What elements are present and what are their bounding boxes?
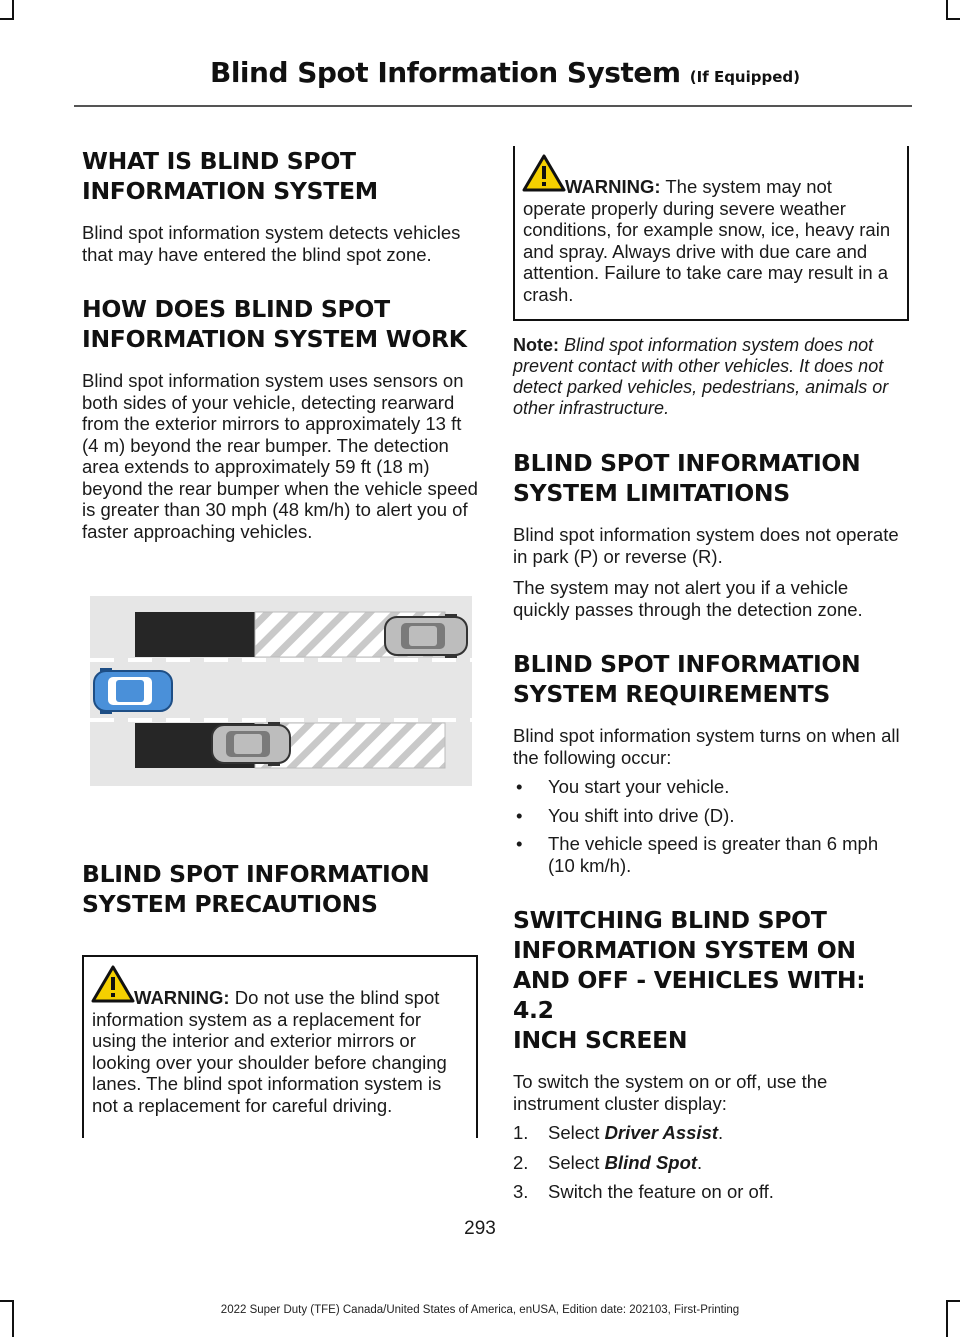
footer-edition-text: 2022 Super Duty (TFE) Canada/United States of America, enUSA, Edition date: 202103, First-Printing [220, 1304, 740, 1316]
paragraph-limitations-2: The system may not alert you if a vehicle quickly passes through the detection zone. [513, 577, 863, 620]
paragraph-how-works: Blind spot information system uses sensors on both sides of your vehicle, detecting rearward from the exterior mirrors to approximately 13 ft (4 m) beyond the rear bumper. The detection area extends to approximately 59 ft (18 m) beyond the rear bumper when the vehicle speed is greater than 30 mph (48 km/h) to alert you of faster approaching vehicles. [82, 370, 478, 542]
list-item: • You start your vehicle. [516, 776, 730, 797]
paragraph-requirements: Blind spot information system turns on when all the following occur: [513, 725, 900, 768]
crop-mark [946, 1300, 960, 1302]
paragraph-switching: To switch the system on or off, use the instrument cluster display: [513, 1071, 828, 1114]
section-heading-requirements: BLIND SPOT INFORMATION SYSTEM REQUIREMENTS [513, 650, 861, 708]
header-qualifier: (If Equipped) [689, 68, 800, 86]
list-item: 1. Select Driver Assist. [513, 1122, 724, 1143]
left-column [82, 146, 478, 1138]
paragraph-limitations-1: Blind spot information system does not operate in park (P) or reverse (R). [513, 524, 899, 567]
steps-list [513, 1122, 909, 1203]
detection-zone-near [135, 612, 255, 657]
crop-mark [0, 1300, 14, 1302]
warning-box-precautions [82, 955, 478, 1138]
list-item: 2. Select Blind Spot. [513, 1151, 703, 1173]
warning-box-weather [513, 146, 909, 321]
vehicle-in-blind-spot [212, 722, 290, 766]
crop-mark [946, 18, 960, 20]
list-item: • The vehicle speed is greater than 6 mph (10 km/h). [516, 833, 879, 876]
approaching-vehicle [385, 614, 467, 658]
page-header-title [0, 56, 800, 89]
header-rule [74, 105, 912, 107]
section-heading-limitations: BLIND SPOT INFORMATION SYSTEM LIMITATIONS [513, 449, 861, 507]
crop-mark [12, 0, 14, 20]
note-paragraph: Note: Blind spot information system does not prevent contact with other vehicles. It does not detect parked vehicles, pedestrians, animals or other infrastructure. [513, 335, 889, 418]
section-heading-precautions: BLIND SPOT INFORMATION SYSTEM PRECAUTIONS [82, 860, 430, 918]
warning-triangle-icon [522, 154, 566, 192]
paragraph-what-is: Blind spot information system detects vehicles that may have entered the blind spot zone. [82, 222, 461, 265]
header-title-text: Blind Spot Information System [209, 56, 681, 89]
own-vehicle [94, 668, 172, 714]
warning-text: WARNING: Do not use the blind spot information system as a replacement for using the interior and exterior mirrors or looking over your shoulder before changing lanes. The blind spot information system is not a replacement for careful driving. [92, 987, 447, 1116]
list-item: • You shift into drive (D). [516, 804, 735, 826]
right-column [513, 146, 909, 1203]
warning-triangle-icon [91, 965, 135, 1003]
section-heading-switching: SWITCHING BLIND SPOT INFORMATION SYSTEM ON AND OFF - VEHICLES WITH: 4.2 INCH SCREEN [513, 906, 866, 1054]
requirements-list [513, 776, 909, 876]
crop-mark [0, 18, 14, 20]
blind-spot-zone-figure [82, 590, 478, 790]
page-number: 293 [464, 1218, 496, 1239]
section-heading-what-is: WHAT IS BLIND SPOT INFORMATION SYSTEM [82, 147, 378, 205]
section-heading-how-works: HOW DOES BLIND SPOT INFORMATION SYSTEM WORK [82, 295, 467, 353]
crop-mark [946, 0, 948, 20]
warning-text: WARNING: The system may not operate properly during severe weather conditions, for example snow, ice, heavy rain and spray. Always drive with due care and attention. Failure to take care may result in a crash. [523, 176, 891, 305]
list-item: 3. Switch the feature on or off. [513, 1181, 774, 1202]
